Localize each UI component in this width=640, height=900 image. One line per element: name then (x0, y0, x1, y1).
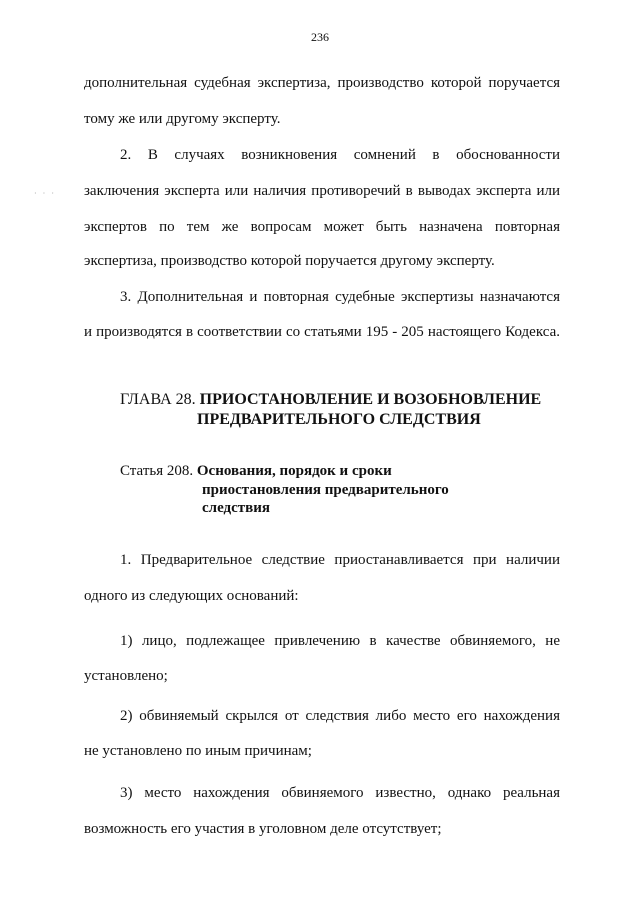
text-line: 2. В случаях возникновения сомнений в обоснованности (120, 147, 560, 163)
text-line: 1) лицо, подлежащее привлечению в качестве обвиняемого, не (120, 633, 560, 649)
text-line: 1. Предварительное следствие приостанавливается при наличии (120, 552, 560, 568)
text-line: 2) обвиняемый скрылся от следствия либо место его нахождения (120, 708, 560, 724)
text-line: тому же или другому эксперту. (84, 111, 281, 127)
text-line: не установлено по иным причинам; (84, 743, 312, 759)
text-line: 3. Дополнительная и повторная судебные экспертизы назначаются (120, 289, 560, 305)
text-line: дополнительная судебная экспертиза, производство которой поручается (84, 75, 560, 91)
text-line: возможность его участия в уголовном деле отсутствует; (84, 821, 442, 837)
article-heading (120, 462, 392, 480)
text-line: одного из следующих оснований: (84, 588, 299, 604)
text-line: заключения эксперта или наличия противоречий в выводах эксперта или (84, 183, 560, 199)
text-line: экспертиза, производство которой поручается другому эксперту. (84, 253, 495, 269)
text-line: 3) место нахождения обвиняемого известно, однако реальная (120, 785, 560, 801)
text-line: и производятся в соответствии со статьями 195 - 205 настоящего Кодекса. (84, 324, 560, 340)
chapter-title-line2: ПРЕДВАРИТЕЛЬНОГО СЛЕДСТВИЯ (197, 411, 481, 428)
chapter-prefix: ГЛАВА 28. (120, 391, 196, 408)
article-prefix: Статья 208. (120, 463, 194, 479)
article-title-line3: следствия (202, 500, 271, 516)
article-title-line2: приостановления предварительного (202, 482, 449, 498)
chapter-title-line1: ПРИОСТАНОВЛЕНИЕ И ВОЗОБНОВЛЕНИЕ (199, 391, 542, 408)
chapter-heading (120, 390, 541, 410)
page-number: 236 (311, 30, 329, 44)
article-title-line1: Основания, порядок и сроки (196, 463, 392, 479)
margin-dots: · · · (34, 189, 56, 198)
text-line: установлено; (84, 668, 168, 684)
text-line: экспертов по тем же вопросам может быть назначена повторная (84, 219, 560, 235)
